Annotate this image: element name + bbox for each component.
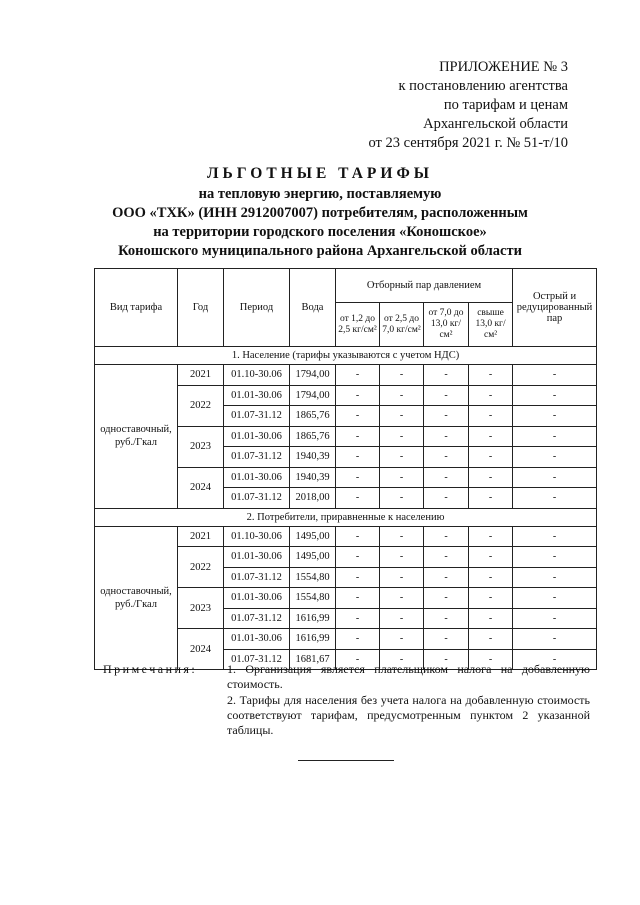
empty-tariff-cell: - — [336, 385, 380, 406]
empty-tariff-cell: - — [380, 365, 424, 386]
empty-tariff-cell: - — [424, 447, 469, 468]
title-line: ООО «ТХК» (ИНН 2912007007) потребителям, расположенным — [112, 205, 528, 221]
empty-tariff-cell: - — [380, 447, 424, 468]
empty-tariff-cell: - — [380, 526, 424, 547]
water-tariff-cell: 1616,99 — [290, 629, 336, 650]
header-tariff-type: Вид тарифа — [95, 269, 178, 347]
water-tariff-cell: 1794,00 — [290, 385, 336, 406]
empty-tariff-cell: - — [336, 608, 380, 629]
empty-tariff-cell: - — [469, 649, 513, 670]
empty-tariff-cell: - — [336, 547, 380, 568]
empty-tariff-cell: - — [469, 426, 513, 447]
table-body — [95, 347, 597, 670]
empty-tariff-cell: - — [336, 629, 380, 650]
empty-tariff-cell: - — [469, 629, 513, 650]
water-tariff-cell: 1794,00 — [290, 365, 336, 386]
period-cell: 01.07-31.12 — [224, 567, 290, 588]
water-tariff-cell: 1495,00 — [290, 526, 336, 547]
header-water: Вода — [290, 269, 336, 347]
empty-tariff-cell: - — [336, 588, 380, 609]
empty-tariff-cell: - — [380, 426, 424, 447]
empty-tariff-cell: - — [424, 649, 469, 670]
empty-tariff-cell: - — [424, 406, 469, 427]
period-cell: 01.07-31.12 — [224, 406, 290, 427]
empty-tariff-cell: - — [380, 567, 424, 588]
header-pressure-3: от 7,0 до 13,0 кг/см² — [424, 303, 469, 347]
note-item: 1. Организация является плательщиком налога на добавленную стоимость. — [227, 662, 590, 691]
year-cell: 2022 — [178, 385, 224, 426]
empty-tariff-cell: - — [513, 406, 597, 427]
water-tariff-cell: 2018,00 — [290, 488, 336, 509]
empty-tariff-cell: - — [380, 406, 424, 427]
document-title — [0, 163, 640, 261]
header-year: Год — [178, 269, 224, 347]
empty-tariff-cell: - — [336, 406, 380, 427]
year-cell: 2023 — [178, 588, 224, 629]
title-line: на тепловую энергию, поставляемую — [198, 186, 442, 202]
water-tariff-cell: 1554,80 — [290, 567, 336, 588]
empty-tariff-cell: - — [469, 447, 513, 468]
empty-tariff-cell: - — [513, 447, 597, 468]
notes-list — [227, 662, 590, 739]
year-cell: 2021 — [178, 365, 224, 386]
empty-tariff-cell: - — [424, 526, 469, 547]
empty-tariff-cell: - — [513, 488, 597, 509]
empty-tariff-cell: - — [469, 365, 513, 386]
year-cell: 2024 — [178, 467, 224, 508]
water-tariff-cell: 1495,00 — [290, 547, 336, 568]
empty-tariff-cell: - — [380, 649, 424, 670]
appendix-number: ПРИЛОЖЕНИЕ № 3 — [439, 59, 568, 75]
year-cell: 2022 — [178, 547, 224, 588]
section-title: 1. Население (тарифы указываются с учетом НДС) — [95, 347, 597, 365]
period-cell: 01.07-31.12 — [224, 608, 290, 629]
empty-tariff-cell: - — [424, 608, 469, 629]
header-pressure-1: от 1,2 до 2,5 кг/см² — [336, 303, 380, 347]
appendix-line-region: Архангельской области — [423, 116, 568, 132]
empty-tariff-cell: - — [424, 365, 469, 386]
period-cell: 01.01-30.06 — [224, 385, 290, 406]
empty-tariff-cell: - — [513, 426, 597, 447]
empty-tariff-cell: - — [513, 567, 597, 588]
empty-tariff-cell: - — [424, 567, 469, 588]
empty-tariff-cell: - — [469, 526, 513, 547]
section-row — [95, 347, 597, 365]
empty-tariff-cell: - — [336, 467, 380, 488]
empty-tariff-cell: - — [469, 406, 513, 427]
period-cell: 01.07-31.12 — [224, 447, 290, 468]
note-item: 2. Тарифы для населения без учета налога на добавленную стоимость соответствуют тарифам, предусмотренным пунктом 2 указанной таблицы. — [227, 693, 590, 737]
year-cell: 2021 — [178, 526, 224, 547]
section-row — [95, 508, 597, 526]
empty-tariff-cell: - — [513, 649, 597, 670]
empty-tariff-cell: - — [469, 547, 513, 568]
empty-tariff-cell: - — [513, 629, 597, 650]
water-tariff-cell: 1865,76 — [290, 406, 336, 427]
empty-tariff-cell: - — [424, 426, 469, 447]
title-main: ЛЬГОТНЫЕ ТАРИФЫ — [207, 165, 433, 182]
period-cell: 01.10-30.06 — [224, 365, 290, 386]
header-period: Период — [224, 269, 290, 347]
appendix-line-date: от 23 сентября 2021 г. № 51-т/10 — [368, 135, 568, 151]
empty-tariff-cell: - — [513, 608, 597, 629]
period-cell: 01.01-30.06 — [224, 629, 290, 650]
empty-tariff-cell: - — [336, 526, 380, 547]
empty-tariff-cell: - — [380, 488, 424, 509]
period-cell: 01.01-30.06 — [224, 588, 290, 609]
empty-tariff-cell: - — [424, 488, 469, 509]
empty-tariff-cell: - — [336, 649, 380, 670]
empty-tariff-cell: - — [336, 365, 380, 386]
empty-tariff-cell: - — [469, 385, 513, 406]
tariff-table — [94, 268, 597, 670]
empty-tariff-cell: - — [424, 385, 469, 406]
empty-tariff-cell: - — [424, 467, 469, 488]
empty-tariff-cell: - — [469, 488, 513, 509]
empty-tariff-cell: - — [380, 608, 424, 629]
title-line: Коношского муниципального района Архангельской области — [118, 243, 522, 259]
closing-rule — [298, 760, 394, 761]
period-cell: 01.01-30.06 — [224, 547, 290, 568]
header-pressure-4: свыше 13,0 кг/см² — [469, 303, 513, 347]
table-row — [95, 526, 597, 547]
empty-tariff-cell: - — [469, 588, 513, 609]
empty-tariff-cell: - — [380, 385, 424, 406]
header-steam: Отборный пар давлением — [336, 269, 513, 303]
header-pressure-2: от 2,5 до 7,0 кг/см² — [380, 303, 424, 347]
empty-tariff-cell: - — [336, 426, 380, 447]
empty-tariff-cell: - — [513, 526, 597, 547]
empty-tariff-cell: - — [513, 467, 597, 488]
empty-tariff-cell: - — [513, 588, 597, 609]
empty-tariff-cell: - — [380, 467, 424, 488]
header-sharp-steam: Острый и редуцированный пар — [513, 269, 597, 347]
empty-tariff-cell: - — [336, 447, 380, 468]
appendix-line-resolution: к постановлению агентства — [398, 78, 568, 94]
empty-tariff-cell: - — [513, 385, 597, 406]
empty-tariff-cell: - — [424, 629, 469, 650]
period-cell: 01.07-31.12 — [224, 488, 290, 509]
empty-tariff-cell: - — [380, 588, 424, 609]
empty-tariff-cell: - — [424, 588, 469, 609]
empty-tariff-cell: - — [513, 365, 597, 386]
title-line: на территории городского поселения «Коношское» — [153, 224, 487, 240]
empty-tariff-cell: - — [513, 547, 597, 568]
water-tariff-cell: 1940,39 — [290, 467, 336, 488]
empty-tariff-cell: - — [336, 488, 380, 509]
water-tariff-cell: 1940,39 — [290, 447, 336, 468]
appendix-heading — [368, 58, 568, 153]
period-cell: 01.01-30.06 — [224, 426, 290, 447]
empty-tariff-cell: - — [469, 567, 513, 588]
water-tariff-cell: 1616,99 — [290, 608, 336, 629]
appendix-line-agency: по тарифам и ценам — [443, 97, 568, 113]
empty-tariff-cell: - — [380, 547, 424, 568]
year-cell: 2023 — [178, 426, 224, 467]
empty-tariff-cell: - — [469, 467, 513, 488]
empty-tariff-cell: - — [424, 547, 469, 568]
year-cell: 2024 — [178, 629, 224, 670]
empty-tariff-cell: - — [336, 567, 380, 588]
period-cell: 01.10-30.06 — [224, 526, 290, 547]
water-tariff-cell: 1865,76 — [290, 426, 336, 447]
tariff-kind: одноставочный, руб./Гкал — [95, 365, 178, 509]
empty-tariff-cell: - — [380, 629, 424, 650]
period-cell: 01.07-31.12 — [224, 649, 290, 670]
section-title: 2. Потребители, приравненные к населению — [95, 508, 597, 526]
period-cell: 01.01-30.06 — [224, 467, 290, 488]
empty-tariff-cell: - — [469, 608, 513, 629]
water-tariff-cell: 1554,80 — [290, 588, 336, 609]
tariff-kind: одноставочный, руб./Гкал — [95, 526, 178, 670]
notes-label: Примечания: — [103, 662, 198, 676]
water-tariff-cell: 1681,67 — [290, 649, 336, 670]
table-row — [95, 365, 597, 386]
